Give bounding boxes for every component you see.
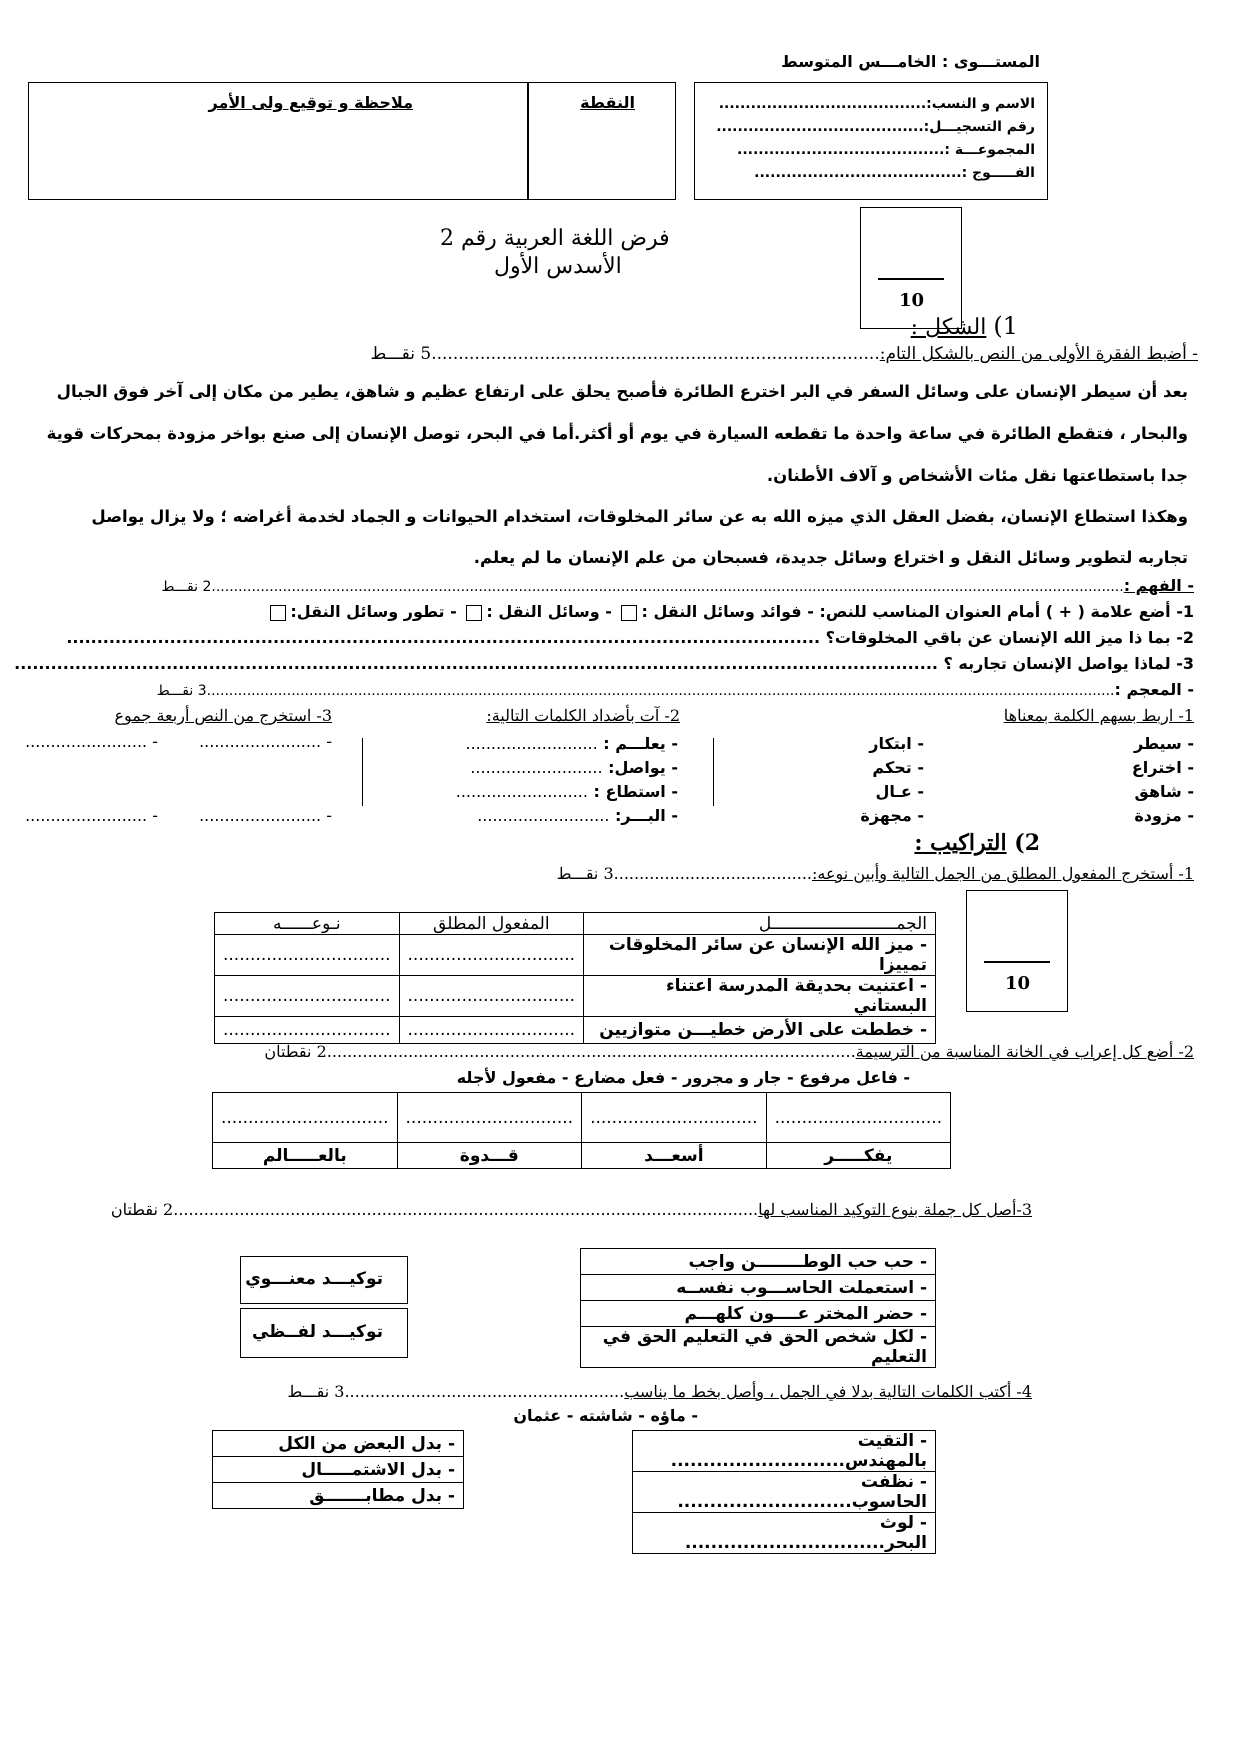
parse-word: قـــدوة — [397, 1143, 582, 1169]
grade-label: النقطة — [580, 93, 635, 112]
plural-answer[interactable]: - ........................ — [199, 732, 332, 751]
s2-q4 — [287, 1382, 1032, 1401]
s2-q2-points: ........................................................................................................2 نقطتان — [264, 1042, 856, 1061]
emphasis-type-moral[interactable] — [240, 1256, 408, 1304]
absolute-object-table — [214, 912, 936, 1044]
student-info-box — [694, 82, 1048, 200]
q4-words: - ماؤه - شاشته - عثمان — [513, 1406, 698, 1425]
score-box-2 — [966, 890, 1068, 1012]
s2-q1-points: .......................................3 نقـــط — [556, 864, 812, 883]
lexicon-words — [1132, 732, 1194, 828]
section2-title — [914, 830, 1040, 856]
s2-q4-points: .......................................................3 نقـــط — [287, 1382, 625, 1401]
registration-field[interactable]: رقم التسجيـــل:....................................... — [716, 119, 1035, 135]
score-total: 10 — [899, 290, 925, 311]
irab-options: - فاعل مرفوع - جار و مجرور - فعل مضارع - مفعول لأجله — [456, 1068, 910, 1087]
lexicon-divider-2 — [362, 738, 363, 806]
student-name-field[interactable]: الاسم و النسب:....................................... — [718, 96, 1035, 112]
grade-parent-box — [28, 82, 676, 200]
emphasis-type-label: توكيـــد معنـــوي — [245, 1269, 383, 1289]
dictation-instruction — [371, 344, 1198, 364]
emphasis-sentence[interactable]: - لكل شخص الحق في التعليم الحق في التعليم — [581, 1327, 936, 1368]
answer-cell[interactable]: ............................... — [213, 1093, 398, 1143]
answer-cell[interactable]: ............................... — [582, 1093, 767, 1143]
s2-q2 — [264, 1042, 1194, 1061]
s2-q3-points: ...................................................................................................................2 نقطتان — [110, 1200, 759, 1219]
answer-cell[interactable]: ............................... — [215, 976, 400, 1017]
s2-q4-text: 4- أكتب الكلمات التالية بدلا في الجمل ، وأصل بخط ما يناسب — [624, 1382, 1032, 1401]
lexicon-q1: 1- اربط بسهم الكلمة بمعناها — [1003, 706, 1194, 725]
s2-q2-text: 2- أضع كل إعراب في الخانة المناسبة من الترسيمة — [855, 1042, 1194, 1061]
checkbox-transport[interactable] — [466, 605, 482, 621]
answer-cell[interactable]: ............................... — [766, 1093, 951, 1143]
antonym-item[interactable]: - يعلـــم : .......................... — [465, 734, 678, 753]
antonym-item[interactable]: - استطاع : .......................... — [455, 782, 678, 801]
lexicon-divider-1 — [713, 738, 714, 806]
lexicon-header — [157, 680, 1194, 699]
header-object: المفعول المطلق — [399, 913, 584, 935]
paragraph-line-2: والبحار ، فتقطع الطائرة في ساعة واحدة ما تقطعه السيارة في يوم أو أكثر.أما في البحر، توصل الإنسان إلى صنع بواخر مزودة بمحركات قوية — [46, 424, 1188, 443]
apposition-sentence[interactable]: - التقيت بالمهندس........................... — [633, 1431, 936, 1472]
q1-text: 1- أضع علامة ( + ) أمام العنوان المناسب للنص: - فوائد وسائل النقل : — [641, 602, 1194, 621]
parse-word: أسعـــد — [582, 1143, 767, 1169]
checkbox-benefits[interactable] — [621, 605, 637, 621]
parent-note-label: ملاحظة و توقيع ولى الأمر — [208, 93, 413, 112]
apposition-sentence[interactable]: - لوث البحر............................... — [633, 1513, 936, 1554]
answer-cell[interactable]: ............................... — [215, 935, 400, 976]
emphasis-sentence[interactable]: - حب حب الوطــــــــن واجب — [581, 1249, 936, 1275]
apposition-type[interactable]: - بدل مطابـــــــق — [213, 1483, 464, 1509]
s2-q3 — [111, 1200, 1032, 1219]
meaning-item: - تحكم — [872, 758, 924, 777]
word-item: - سيطر — [1133, 734, 1194, 753]
word-item: - مزودة — [1134, 806, 1194, 825]
comprehension-title: - الفهم : — [1123, 576, 1194, 595]
answer-cell[interactable]: ............................... — [399, 976, 584, 1017]
class-field[interactable]: الفـــــوج :....................................... — [754, 165, 1035, 181]
emphasis-sentence[interactable]: - حضر المختر عــــون كلهـــم — [581, 1301, 936, 1327]
table-row-sentence: - ميز الله الإنسان عن سائر المخلوقات تمييزا — [584, 935, 936, 976]
lexicon-points: ............................................................................................................................................................................................................3 نقـــط — [156, 683, 1115, 699]
emphasis-type-label: توكيـــد لفــظي — [251, 1322, 383, 1342]
emphasis-sentences-table — [580, 1248, 936, 1368]
lexicon-q3: 3- استخرج من النص أربعة جموع — [114, 706, 332, 725]
s2-q1 — [557, 864, 1194, 883]
lexicon-antonyms — [456, 732, 678, 828]
parsing-table — [212, 1092, 951, 1169]
score-total-2: 10 — [1005, 973, 1031, 994]
table-row-sentence: - خططت على الأرض خطيـــن متوازيين — [584, 1017, 936, 1044]
dictation-instruction-text: - أضبط الفقرة الأولى من النص بالشكل التام: — [879, 344, 1198, 364]
meaning-item: - ابتكار — [869, 734, 924, 753]
apposition-sentence[interactable]: - نظفت الحاسوب........................... — [633, 1472, 936, 1513]
plural-answer[interactable]: - ........................ — [25, 806, 158, 825]
apposition-type[interactable]: - بدل الاشتمـــــال — [213, 1457, 464, 1483]
checkbox-evolution[interactable] — [270, 605, 286, 621]
plural-answer[interactable]: - ........................ — [25, 732, 158, 751]
answer-cell[interactable]: ............................... — [399, 1017, 584, 1044]
answer-cell[interactable]: ............................... — [397, 1093, 582, 1143]
comprehension-q1 — [266, 602, 1194, 621]
comprehension-points: .............................................................................................................................................................................................................2 نقـــط — [161, 579, 1124, 595]
q1-option-evolution: - تطور وسائل النقل: — [290, 602, 457, 621]
emphasis-type-verbal[interactable] — [240, 1308, 408, 1358]
paragraph-line-1: بعد أن سيطر الإنسان على وسائل السفر في البر اخترع الطائرة فأصبح يحلق على ارتفاع عظيم و شاهق، يطير من مكان إلى آخر فوق الجبال — [56, 382, 1188, 401]
section1-title — [911, 312, 1018, 340]
level-label: المستـــوى : الخامـــس المتوسط — [781, 52, 1040, 71]
score-line — [878, 278, 944, 280]
emphasis-sentence[interactable]: - استعملت الحاســـوب نفســه — [581, 1275, 936, 1301]
comprehension-header — [161, 576, 1194, 595]
lexicon-title: - المعجم : — [1114, 680, 1194, 699]
q1-option-transport: - وسائل النقل : — [486, 602, 612, 621]
semester-title: الأسدس الأول — [494, 254, 622, 279]
paragraph-line-3: جدا باستطاعتها نقل مئات الأشخاص و آلاف الأطنان. — [766, 466, 1188, 485]
antonym-item[interactable]: - يواصل: .......................... — [470, 758, 678, 777]
section1-num: 1) — [993, 312, 1018, 340]
comprehension-q3: 3- لماذا يواصل الإنسان تجاربه ؟ ........................................................................................................................................................ — [14, 654, 1194, 673]
lexicon-q2: 2- آت بأضداد الكلمات التالية: — [486, 706, 680, 725]
section1-title-text: الشكل : — [910, 315, 987, 340]
s2-q1-text: 1- أستخرج المفعول المطلق من الجمل التالية وأبين نوعه: — [812, 864, 1194, 883]
score-line — [984, 961, 1050, 963]
apposition-type[interactable]: - بدل البعض من الكل — [213, 1431, 464, 1457]
comprehension-q2: 2- بما ذا ميز الله الإنسان عن باقي المخلوقات؟ ............................................................................................................................ — [66, 628, 1194, 647]
lexicon-meanings — [860, 732, 924, 828]
dictation-points: ...................................................................................5 نقـــط — [370, 344, 880, 364]
section2-num: 2) — [1014, 830, 1040, 856]
header-type: نـوعــــــه — [215, 913, 400, 935]
antonym-item[interactable]: - البـــر: .......................... — [477, 806, 678, 825]
header-sentence: الجمـــــــــــــــــــــــــل — [584, 913, 936, 935]
meaning-item: - مجهزة — [860, 806, 924, 825]
group-field[interactable]: المجموعـــة :....................................... — [737, 142, 1035, 158]
apposition-types-table — [212, 1430, 464, 1509]
section2-title-text: التراكيب : — [914, 830, 1007, 856]
apposition-sentences-table — [632, 1430, 936, 1554]
word-item: - شاهق — [1134, 782, 1194, 801]
meaning-item: - عـال — [875, 782, 924, 801]
answer-cell[interactable]: ............................... — [215, 1017, 400, 1044]
table-row-sentence: - اعتنيت بحديقة المدرسة اعتناء البستاني — [584, 976, 936, 1017]
plural-answer[interactable]: - ........................ — [199, 806, 332, 825]
paragraph-line-5: تجاربه لتطوير وسائل النقل و اختراع وسائل جديدة، فسبحان من علم الإنسان ما لم يعلم. — [473, 548, 1188, 567]
parse-word: يفكـــــر — [766, 1143, 951, 1169]
score-box-1 — [860, 207, 962, 329]
word-item: - اختراع — [1131, 758, 1194, 777]
exam-title: فرض اللغة العربية رقم 2 — [440, 226, 670, 251]
parse-word: بالعـــــالم — [213, 1143, 398, 1169]
paragraph-line-4: وهكذا استطاع الإنسان، بفضل العقل الذي ميزه الله به عن سائر المخلوقات، استخدام الحيوانات و الجماد لخدمة أغراضه ؛ ولا يزال يواصل — [91, 507, 1188, 526]
answer-cell[interactable]: ............................... — [399, 935, 584, 976]
student-fields — [716, 93, 1035, 185]
s2-q3-text: 3-أصل كل جملة بنوع التوكيد المناسب لها — [758, 1200, 1032, 1219]
box-divider — [527, 83, 529, 199]
